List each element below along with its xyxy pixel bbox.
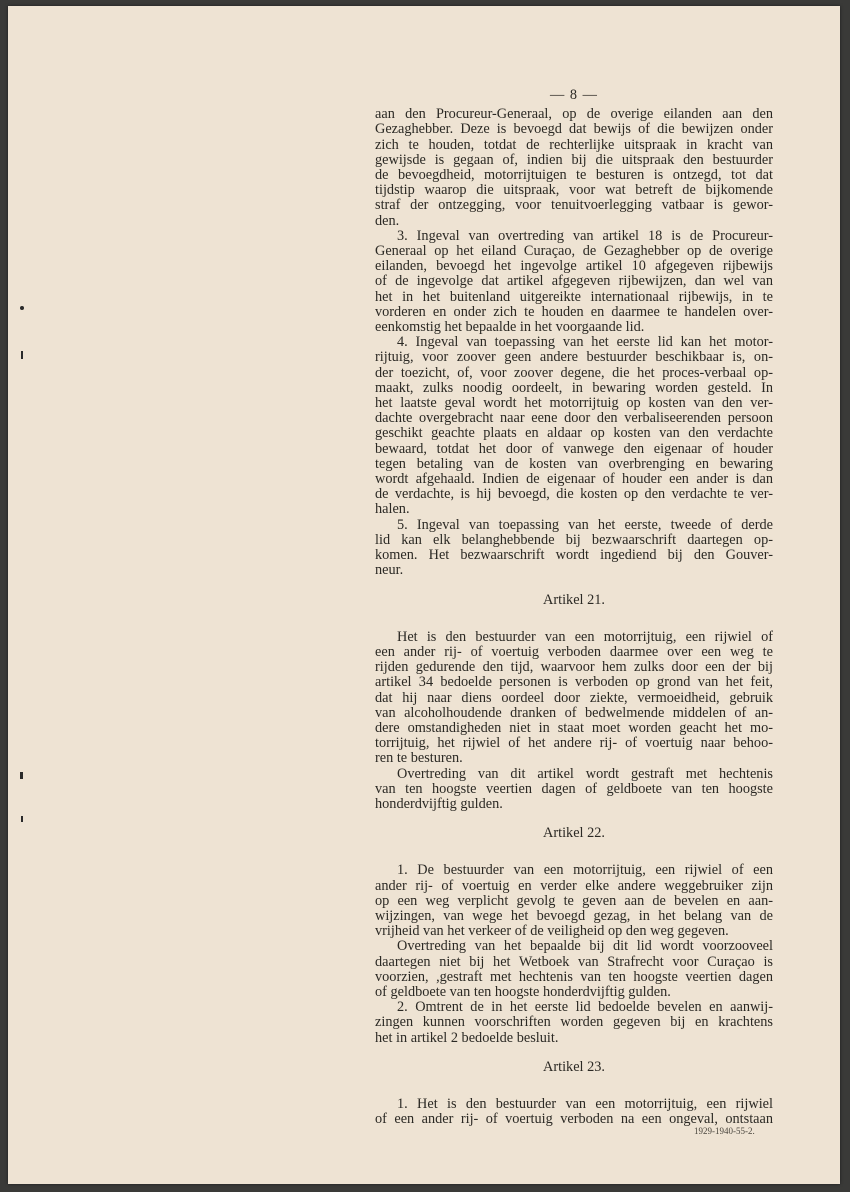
text-line: van alcoholhoudende dranken of bedwelmende middelen of an- [375,704,773,721]
text-line: straf der ontzegging, voor tenuitvoerlegging vatbaar is gewor- [375,197,773,214]
text-line: artikel 34 bedoelde personen is verboden op grond van het feit, [375,674,773,691]
text-line: 5. Ingeval van toepassing van het eerste, tweede of derde [397,516,773,533]
text-line: honderdvijftig gulden. [375,795,503,812]
text-line: der toezicht, of, voor zoover degene, die het proces-verbaal op- [375,364,773,381]
text-line: den. [375,212,400,229]
text-line: of een ander rij- of voertuig verboden na een ongeval, ontstaan [375,1111,773,1128]
text-line: 3. Ingeval van overtreding van artikel 18 is de Procureur- [397,227,773,244]
binding-hole-mark [21,816,23,822]
text-line: daartegen niet bij het Wetboek van Strafrecht voor Curaçao is [375,953,773,970]
text-line: Overtreding van dit artikel wordt gestraft met hechtenis [397,765,773,782]
page-number: — 8 — [550,87,598,103]
binding-hole-mark [20,772,23,779]
text-line: gewijsde is gegaan of, indien bij die uitspraak den bestuurder [375,151,773,168]
text-line: vorderen en onder zich te houden en daarmee te handelen over- [375,303,773,320]
text-line: dat hij naar diens oordeel door ziekte, vermoeidheid, gebruik [375,689,773,706]
text-line: het in het buitenland uitgereikte internationaal rijbewijs, in te [375,288,773,305]
print-code: 1929-1940-55-2. [694,1126,755,1136]
text-line: wordt afgehaald. Indien de eigenaar of houder een ander is dan [375,471,773,488]
text-line: zich te houden, totdat de rechterlijke uitspraak in kracht van [375,136,773,153]
text-line: rijtuig, voor zoover geen andere bestuurder beschikbaar is, on- [375,349,773,366]
text-line: dere omstandigheden niet in staat moet worden geacht het mo- [375,719,773,736]
text-line: van ten hoogste veertien dagen of geldboete van ten hoogste [375,780,773,797]
text-line: Gezaghebber. Deze is bevoegd dat bewijs of die bewijzen onder [375,121,773,138]
text-line: aan den Procureur-Generaal, op de overige eilanden aan den [375,106,773,123]
article-21-heading: Artikel 21. [543,591,605,608]
text-line: 1. Het is den bestuurder van een motorrijtuig, een rijwiel [397,1095,773,1112]
text-line: Generaal op het eiland Curaçao, de Gezaghebber op de overige [375,243,773,260]
text-line: neur. [375,562,404,579]
text-line: geschikt geachte plaats en aldaar op kosten van den verdachte [375,425,773,442]
text-line: halen. [375,501,410,518]
text-line: tegen betaling van de kosten van overbrenging en bewaring [375,455,773,472]
text-line: ren te besturen. [375,750,463,767]
text-line: zingen kunnen voorschriften worden gegeven bij en krachtens [375,1014,773,1031]
text-line: het laatste geval wordt het motorrijtuig op kosten van den ver- [375,395,773,412]
article-22-heading: Artikel 22. [543,825,605,842]
document-body [375,88,773,1127]
text-line: de bevoegdheid, motorrijtuigen te besturen is ontzegd, tot dat [375,167,773,184]
text-line: de verdachte, is hij bevoegd, die kosten op den verdachte te ver- [375,486,773,503]
text-line: komen. Het bezwaarschrift wordt ingediend bij den Gouver- [375,547,773,564]
article-20-continuation [375,107,773,578]
article-21-body [375,630,773,812]
text-line: het in artikel 2 bedoelde besluit. [375,1029,559,1046]
article-22-body [375,863,773,1045]
text-line: 1. De bestuurder van een motorrijtuig, een rijwiel of een [397,862,773,879]
text-line: eilanden, bevoegd het ingevolge artikel 10 afgegeven rijbewijs [375,258,773,275]
text-line: wijzingen, van wege het bevoegd gezag, in het belang van de [375,907,773,924]
text-line: bewaard, totdat het door of vanwege den eigenaar of houder [375,440,773,457]
text-line: 2. Omtrent de in het eerste lid bedoelde bevelen en aanwij- [397,999,773,1016]
text-line: een ander rij- of voertuig verboden daarmee over een weg te [375,643,773,660]
text-line: Het is den bestuurder van een motorrijtuig, een rijwiel of [397,628,773,645]
binding-hole-mark [21,351,23,359]
text-line: tijdstip waarop die uitspraak, voor wat betreft de bijkomende [375,182,773,199]
binding-hole-mark [20,306,24,310]
text-line: vrijheid van het verkeer of de veiligheid op den weg gegeven. [375,923,729,940]
text-line: of geldboete van ten hoogste honderdvijftig gulden. [375,983,671,1000]
text-line: ander rij- of voertuig en verder elke andere weggebruiker zijn [375,877,773,894]
text-line: rijden gedurende den tijd, waarvoor hem zulks door een der bij [375,659,773,676]
text-line: eenkomstig het bepaalde in het voorgaande lid. [375,319,645,336]
text-line: of de ingevolge dat artikel afgegeven rijbewijzen, dan wel van [375,273,773,290]
text-line: voorzien, ,gestraft met hechtenis van ten hoogste veertien dagen [375,968,773,985]
article-23-heading: Artikel 23. [543,1058,605,1075]
article-23-body [375,1097,773,1127]
text-line: maakt, zulks noodig oordeelt, in bewaring worden gesteld. In [375,379,773,396]
text-line: op een weg verplicht gevolg te geven aan de bevelen en aan- [375,892,773,909]
text-line: 4. Ingeval van toepassing van het eerste lid kan het motor- [397,334,773,351]
text-line: Overtreding van het bepaalde bij dit lid wordt voorzooveel [397,938,773,955]
text-line: lid kan elk belanghebbende bij bezwaarschrift daartegen op- [375,531,773,548]
text-line: dachte overgebracht naar eene door den verbaliseerenden persoon [375,410,773,427]
text-line: torrijtuig, het rijwiel of het andere rij- of voertuig naar behoo- [375,735,773,752]
